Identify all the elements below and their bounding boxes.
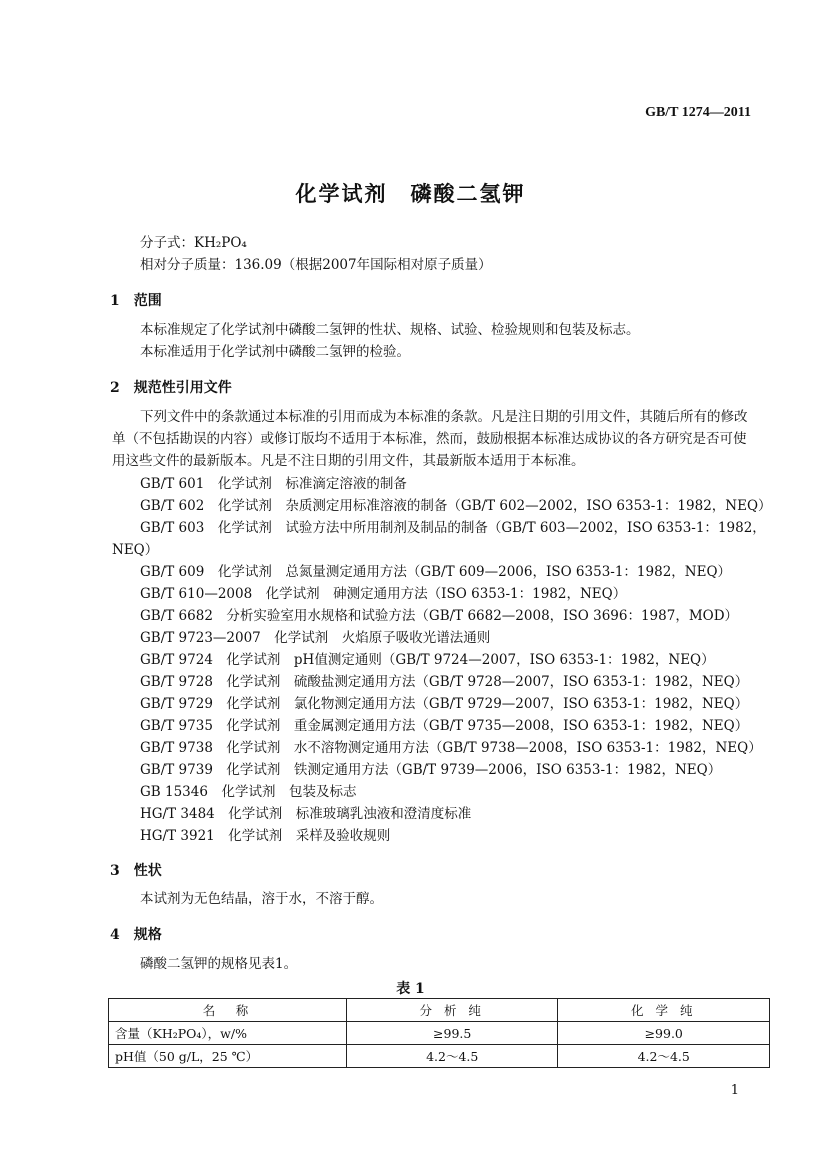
table-cell: 含量（KH₂PO₄），w/% <box>109 1022 347 1045</box>
table-row <box>109 1045 770 1068</box>
reference-item: GB/T 602 化学试剂 杂质测定用标准溶液的制备（GB/T 602—2002，ISO 6353-1：1982，NEQ） <box>140 498 772 514</box>
molecular-mass-line: 相对分子质量：136.09（根据2007年国际相对原子质量） <box>140 257 492 273</box>
reference-item: GB/T 603 化学试剂 试验方法中所用制剂及制品的制备（GB/T 603—2002，ISO 6353-1：1982， <box>140 520 766 536</box>
reference-item-continuation: NEQ） <box>112 542 159 558</box>
section-4-paragraph: 磷酸二氢钾的规格见表1。 <box>140 956 298 972</box>
reference-item: GB/T 9724 化学试剂 pH值测定通则（GB/T 9724—2007，ISO 6353-1：1982，NEQ） <box>140 652 715 668</box>
standard-code: GB/T 1274—2011 <box>645 105 751 120</box>
table-cell: ≥99.5 <box>346 1022 558 1045</box>
table-cell: 4.2～4.5 <box>558 1045 770 1068</box>
reference-item: GB/T 9735 化学试剂 重金属测定通用方法（GB/T 9735—2008，ISO 6353-1：1982，NEQ） <box>140 718 749 734</box>
section-3-paragraph: 本试剂为无色结晶，溶于水，不溶于醇。 <box>140 891 383 907</box>
table-cell: 4.2～4.5 <box>346 1045 558 1068</box>
reference-item: GB/T 6682 分析实验室用水规格和试验方法（GB/T 6682—2008，ISO 3696：1987，MOD） <box>140 608 739 624</box>
table-cell: ≥99.0 <box>558 1022 770 1045</box>
specification-table <box>108 998 770 1068</box>
header-analytical-grade: 分 析 纯 <box>346 999 558 1022</box>
reference-item: GB/T 601 化学试剂 标准滴定溶液的制备 <box>140 476 407 492</box>
page-number: 1 <box>730 1083 739 1098</box>
reference-item: GB 15346 化学试剂 包装及标志 <box>140 784 357 800</box>
reference-item: GB/T 9728 化学试剂 硫酸盐测定通用方法（GB/T 9728—2007，ISO 6353-1：1982，NEQ） <box>140 674 749 690</box>
reference-item: GB/T 610—2008 化学试剂 砷测定通用方法（ISO 6353-1：1982，NEQ） <box>140 586 627 602</box>
section-1-paragraph-2: 本标准适用于化学试剂中磷酸二氢钾的检验。 <box>140 344 410 360</box>
reference-item: GB/T 9723—2007 化学试剂 火焰原子吸收光谱法通则 <box>140 630 491 646</box>
reference-item: HG/T 3484 化学试剂 标准玻璃乳浊液和澄清度标准 <box>140 806 472 822</box>
section-4-heading: 4 规格 <box>110 927 162 943</box>
reference-item: GB/T 9729 化学试剂 氯化物测定通用方法（GB/T 9729—2007，ISO 6353-1：1982，NEQ） <box>140 696 749 712</box>
formula-line: 分子式：KH₂PO₄ <box>140 235 247 251</box>
reference-item: HG/T 3921 化学试剂 采样及验收规则 <box>140 828 391 844</box>
table-caption: 表 1 <box>396 981 425 997</box>
section-2-intro: 下列文件中的条款通过本标准的引用而成为本标准的条款。凡是注日期的引用文件，其随后所有的修改单（不包括勘误的内容）或修订版均不适用于本标准，然而，鼓励根据本标准达成协议的各方研究是否可使用这些文件的最新版本。凡是不注日期的引用文件，其最新版本适用于本标准。 <box>112 409 748 469</box>
section-1-paragraph-1: 本标准规定了化学试剂中磷酸二氢钾的性状、规格、试验、检验规则和包装及标志。 <box>140 322 640 338</box>
table-row <box>109 1022 770 1045</box>
reference-item: GB/T 9738 化学试剂 水不溶物测定通用方法（GB/T 9738—2008，ISO 6353-1：1982，NEQ） <box>140 740 762 756</box>
section-3-heading: 3 性状 <box>110 863 162 879</box>
header-name: 名 称 <box>109 999 347 1022</box>
reference-item: GB/T 609 化学试剂 总氮量测定通用方法（GB/T 609—2006，ISO 6353-1：1982，NEQ） <box>140 564 732 580</box>
table-cell: pH值（50 g/L，25 ℃） <box>109 1045 347 1068</box>
table-header-row <box>109 999 770 1022</box>
section-2-heading: 2 规范性引用文件 <box>110 380 232 396</box>
reference-item: GB/T 9739 化学试剂 铁测定通用方法（GB/T 9739—2006，ISO 6353-1：1982，NEQ） <box>140 762 722 778</box>
section-1-heading: 1 范围 <box>110 293 162 309</box>
document-title: 化学试剂 磷酸二氢钾 <box>295 181 526 206</box>
header-chemical-grade: 化 学 纯 <box>558 999 770 1022</box>
